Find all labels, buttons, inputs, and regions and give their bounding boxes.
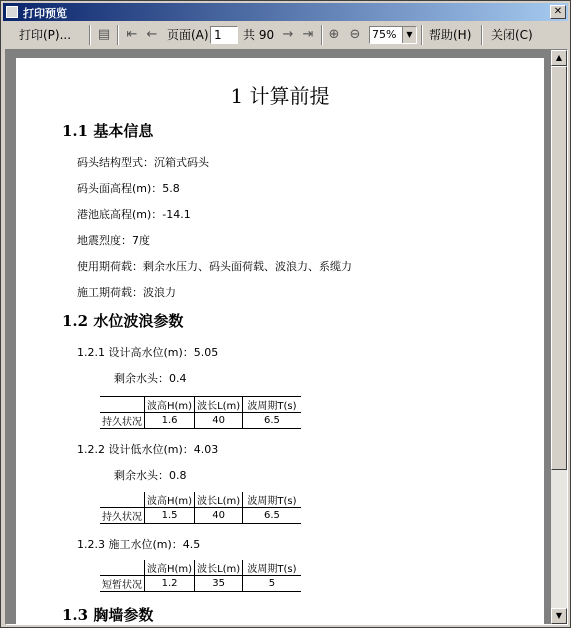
table-header xyxy=(100,560,145,576)
toolbar-separator xyxy=(421,25,423,45)
vertical-scrollbar[interactable] xyxy=(551,50,567,624)
table-cell: 持久状况 xyxy=(100,508,145,524)
residual-head: 剩余水头：0.4 xyxy=(114,372,187,385)
table-cell: 40 xyxy=(195,508,243,524)
table-cell: 40 xyxy=(195,413,243,429)
residual-head: 剩余水头：0.8 xyxy=(114,469,187,482)
table-header: 波高H(m) xyxy=(145,397,195,413)
page-total: 共 90 xyxy=(243,28,275,42)
document-page xyxy=(16,58,544,625)
info-line: 使用期荷载：剩余水压力、码头面荷载、波浪力、系缆力 xyxy=(77,260,352,273)
zoom-out-icon[interactable]: ⊖ xyxy=(349,27,361,42)
close-window-button[interactable]: ✕ xyxy=(550,5,566,19)
next-page-icon[interactable]: → xyxy=(282,27,294,42)
help-button[interactable]: 帮助(H) xyxy=(429,28,472,42)
table-header: 波长L(m) xyxy=(195,492,243,508)
toolbar xyxy=(3,23,568,47)
table-header xyxy=(100,492,145,508)
page-label: 页面(A) xyxy=(167,28,209,42)
table-header: 波长L(m) xyxy=(195,397,243,413)
subsection-title: 1.2.3 施工水位(m)：4.5 xyxy=(77,538,201,551)
app-icon xyxy=(6,6,18,18)
table-cell: 短暂状况 xyxy=(100,576,145,592)
last-page-icon[interactable]: ⇥ xyxy=(302,27,314,42)
scroll-up-icon[interactable]: ▲ xyxy=(551,50,567,66)
toolbar-separator xyxy=(89,25,91,45)
table-cell: 35 xyxy=(195,576,243,592)
toolbar-separator xyxy=(321,25,323,45)
toolbar-separator xyxy=(117,25,119,45)
table-cell: 持久状况 xyxy=(100,413,145,429)
info-line: 施工期荷载：波浪力 xyxy=(77,286,176,299)
page-setup-icon[interactable]: ▤ xyxy=(97,27,111,42)
wave-table xyxy=(100,560,301,592)
chevron-down-icon[interactable]: ▼ xyxy=(402,27,416,43)
print-button[interactable]: 打印(P)... xyxy=(19,28,72,42)
info-line: 码头面高程(m)：5.8 xyxy=(77,182,180,195)
page-number-input[interactable]: 1 xyxy=(210,26,238,44)
table-header: 波长L(m) xyxy=(195,560,243,576)
section-title: 1.2 水位波浪参数 xyxy=(62,312,184,330)
first-page-icon[interactable]: ⇤ xyxy=(126,27,138,42)
section-title: 1.1 基本信息 xyxy=(62,122,154,140)
table-header: 波周期T(s) xyxy=(243,397,301,413)
table-cell: 6.5 xyxy=(243,508,301,524)
subsection-title: 1.2.2 设计低水位(m)：4.03 xyxy=(77,443,219,456)
previous-page-icon[interactable]: ← xyxy=(146,27,158,42)
table-cell: 5 xyxy=(243,576,301,592)
zoom-value: 75% xyxy=(372,28,397,41)
table-header: 波高H(m) xyxy=(145,492,195,508)
title-bar[interactable] xyxy=(3,3,568,21)
table-header: 波周期T(s) xyxy=(243,560,301,576)
zoom-in-icon[interactable]: ⊕ xyxy=(328,27,340,42)
scroll-down-icon[interactable]: ▼ xyxy=(551,608,567,624)
info-line: 港池底高程(m)：-14.1 xyxy=(77,208,191,221)
table-cell: 1.5 xyxy=(145,508,195,524)
chapter-title: 1 计算前提 xyxy=(230,84,330,108)
section-title: 1.3 胸墙参数 xyxy=(62,606,154,624)
scroll-thumb[interactable] xyxy=(551,66,567,470)
window-title: 打印预览 xyxy=(23,7,67,20)
table-cell: 1.6 xyxy=(145,413,195,429)
zoom-select[interactable] xyxy=(369,26,417,44)
wave-table xyxy=(100,396,301,429)
wave-table xyxy=(100,492,301,524)
table-cell: 6.5 xyxy=(243,413,301,429)
close-button[interactable]: 关闭(C) xyxy=(491,28,533,42)
table-header: 波周期T(s) xyxy=(243,492,301,508)
info-line: 码头结构型式：沉箱式码头 xyxy=(77,156,209,169)
table-header: 波高H(m) xyxy=(145,560,195,576)
preview-area[interactable] xyxy=(5,49,568,625)
info-line: 地震烈度：7度 xyxy=(77,234,150,247)
table-cell: 1.2 xyxy=(145,576,195,592)
subsection-title: 1.2.1 设计高水位(m)：5.05 xyxy=(77,346,219,359)
table-header xyxy=(100,397,145,413)
toolbar-separator xyxy=(481,25,483,45)
